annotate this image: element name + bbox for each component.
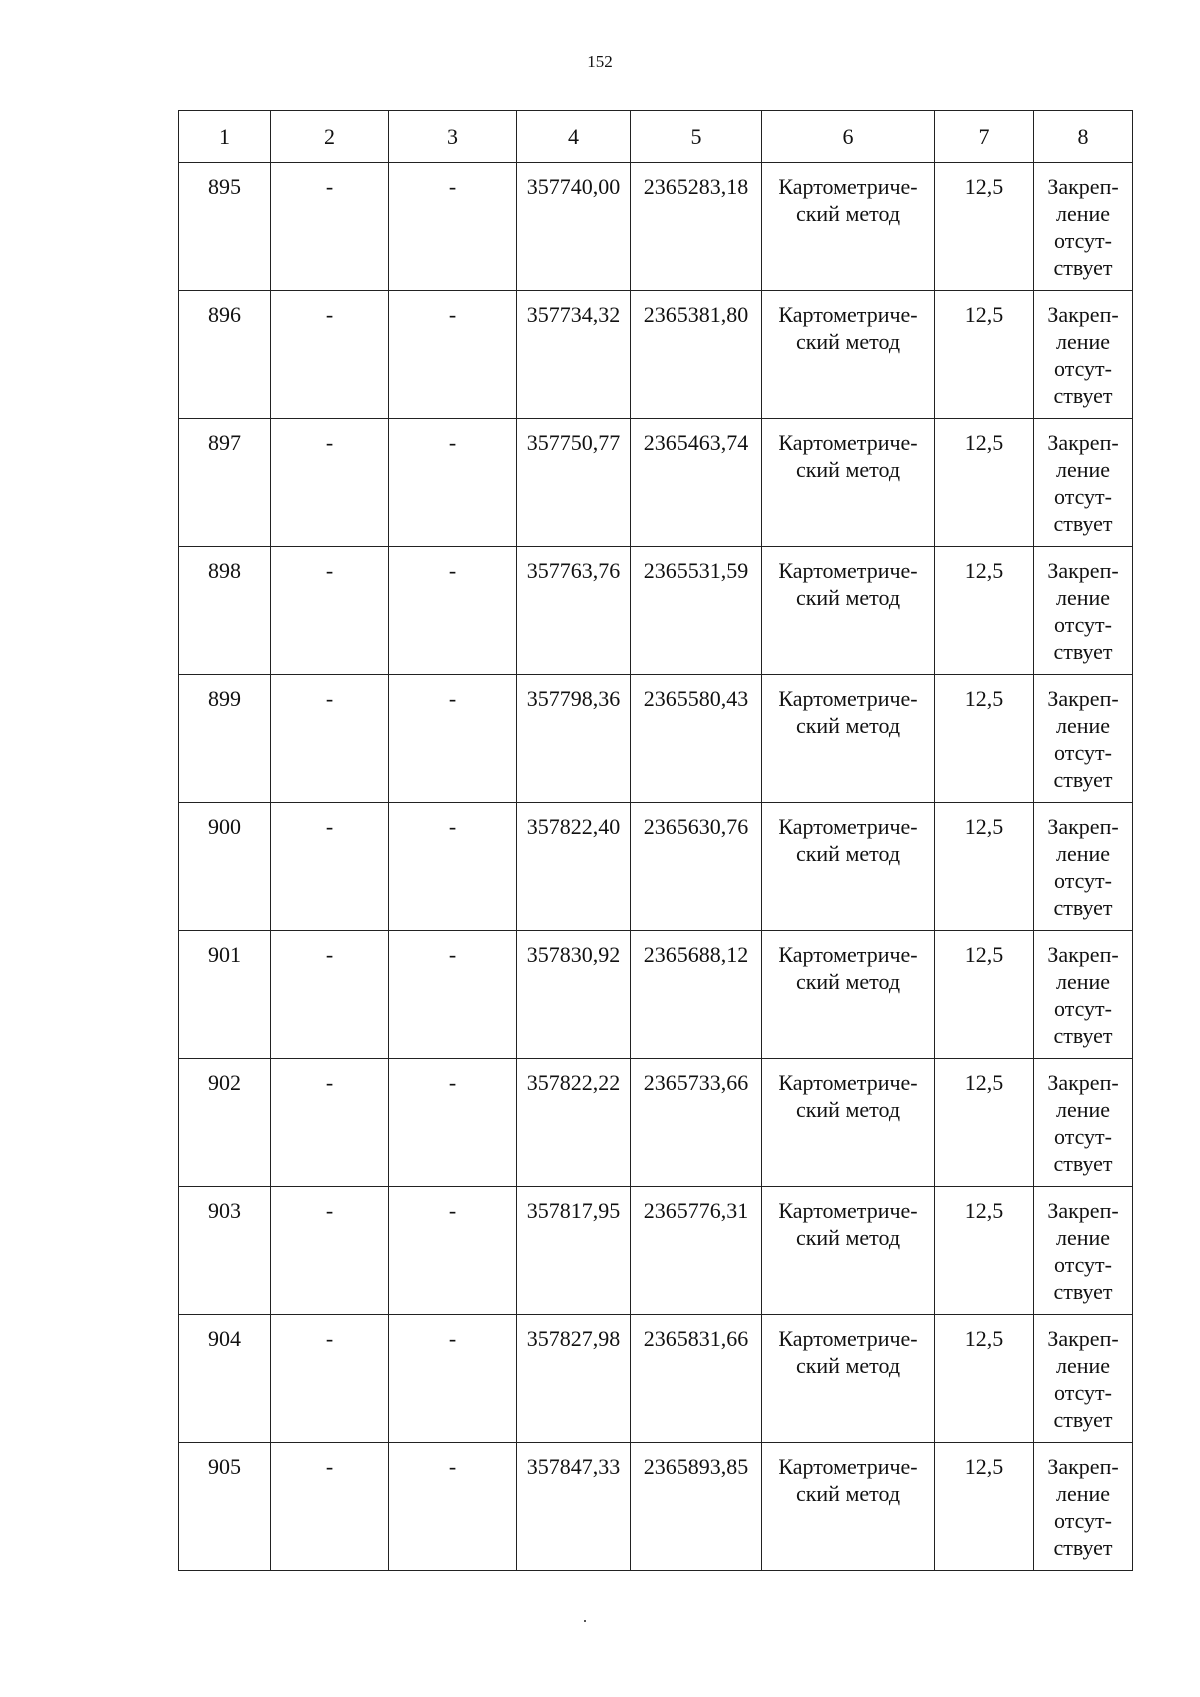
x-coordinate-cell: 357798,36 (517, 675, 631, 803)
table-row (179, 1059, 1133, 1187)
col3-cell: - (389, 1059, 517, 1187)
method-line: ский метод (795, 841, 901, 866)
fixation-line: ствует (1053, 511, 1113, 536)
method-cell (762, 1443, 935, 1571)
table-header-row (179, 111, 1133, 163)
x-coordinate-cell: 357763,76 (517, 547, 631, 675)
fixation-line: Закреп- (1047, 1454, 1119, 1479)
accuracy-cell: 12,5 (935, 547, 1034, 675)
method-cell (762, 547, 935, 675)
accuracy-cell: 12,5 (935, 1059, 1034, 1187)
point-number-cell: 896 (179, 291, 271, 419)
col3-cell: - (389, 291, 517, 419)
method-cell (762, 419, 935, 547)
accuracy-cell: 12,5 (935, 163, 1034, 291)
method-line: Картометриче- (778, 942, 918, 967)
y-coordinate-cell: 2365531,59 (631, 547, 762, 675)
column-header: 4 (517, 111, 631, 163)
table-row (179, 1187, 1133, 1315)
method-line: ский метод (795, 1097, 901, 1122)
point-number-cell: 895 (179, 163, 271, 291)
fixation-line: ствует (1053, 1535, 1113, 1560)
col2-cell: - (271, 419, 389, 547)
column-header: 8 (1034, 111, 1133, 163)
point-number-cell: 901 (179, 931, 271, 1059)
x-coordinate-cell: 357750,77 (517, 419, 631, 547)
fixation-line: ление (1055, 1353, 1111, 1378)
method-cell (762, 931, 935, 1059)
col2-cell: - (271, 931, 389, 1059)
y-coordinate-cell: 2365688,12 (631, 931, 762, 1059)
fixation-line: ствует (1053, 767, 1113, 792)
method-line: ский метод (795, 329, 901, 354)
method-line: ский метод (795, 1225, 901, 1250)
x-coordinate-cell: 357734,32 (517, 291, 631, 419)
page-number: 152 (587, 52, 613, 71)
fixation-line: ление (1055, 841, 1111, 866)
fixation-line: отсут- (1053, 1252, 1112, 1277)
fixation-line: Закреп- (1047, 686, 1119, 711)
col3-cell: - (389, 163, 517, 291)
table-row (179, 675, 1133, 803)
col2-cell: - (271, 1315, 389, 1443)
fixation-line: Закреп- (1047, 942, 1119, 967)
scan-speck (584, 1620, 586, 1622)
fixation-line: ствует (1053, 895, 1113, 920)
accuracy-cell: 12,5 (935, 931, 1034, 1059)
point-number-cell: 903 (179, 1187, 271, 1315)
accuracy-cell: 12,5 (935, 1187, 1034, 1315)
method-cell (762, 675, 935, 803)
fixation-line: ствует (1053, 1407, 1113, 1432)
point-number-cell: 904 (179, 1315, 271, 1443)
method-line: Картометриче- (778, 302, 918, 327)
col2-cell: - (271, 1443, 389, 1571)
fixation-cell (1034, 419, 1133, 547)
col3-cell: - (389, 1443, 517, 1571)
method-line: ский метод (795, 201, 901, 226)
y-coordinate-cell: 2365463,74 (631, 419, 762, 547)
table-row (179, 547, 1133, 675)
fixation-line: ствует (1053, 1279, 1113, 1304)
table-row (179, 803, 1133, 931)
point-number-cell: 899 (179, 675, 271, 803)
fixation-line: Закреп- (1047, 1198, 1119, 1223)
fixation-line: Закреп- (1047, 814, 1119, 839)
fixation-line: ление (1055, 969, 1111, 994)
y-coordinate-cell: 2365580,43 (631, 675, 762, 803)
fixation-cell (1034, 547, 1133, 675)
column-header: 7 (935, 111, 1034, 163)
x-coordinate-cell: 357817,95 (517, 1187, 631, 1315)
col2-cell: - (271, 163, 389, 291)
fixation-cell (1034, 675, 1133, 803)
fixation-line: ствует (1053, 1023, 1113, 1048)
accuracy-cell: 12,5 (935, 675, 1034, 803)
fixation-cell (1034, 803, 1133, 931)
accuracy-cell: 12,5 (935, 291, 1034, 419)
fixation-line: ление (1055, 1097, 1111, 1122)
table-row (179, 931, 1133, 1059)
method-cell (762, 291, 935, 419)
col2-cell: - (271, 547, 389, 675)
fixation-line: Закреп- (1047, 1070, 1119, 1095)
method-line: ский метод (795, 457, 901, 482)
method-line: Картометриче- (778, 174, 918, 199)
method-line: Картометриче- (778, 1326, 918, 1351)
fixation-line: отсут- (1053, 1380, 1112, 1405)
method-line: Картометриче- (778, 814, 918, 839)
column-header: 1 (179, 111, 271, 163)
method-cell (762, 1315, 935, 1443)
method-cell (762, 1187, 935, 1315)
fixation-line: Закреп- (1047, 430, 1119, 455)
col3-cell: - (389, 675, 517, 803)
method-line: ский метод (795, 1481, 901, 1506)
fixation-line: отсут- (1053, 868, 1112, 893)
y-coordinate-cell: 2365776,31 (631, 1187, 762, 1315)
accuracy-cell: 12,5 (935, 803, 1034, 931)
column-header: 5 (631, 111, 762, 163)
y-coordinate-cell: 2365381,80 (631, 291, 762, 419)
fixation-line: ление (1055, 713, 1111, 738)
fixation-cell (1034, 1443, 1133, 1571)
point-number-cell: 900 (179, 803, 271, 931)
table-row (179, 1315, 1133, 1443)
fixation-line: Закреп- (1047, 1326, 1119, 1351)
x-coordinate-cell: 357827,98 (517, 1315, 631, 1443)
x-coordinate-cell: 357847,33 (517, 1443, 631, 1571)
fixation-line: отсут- (1053, 996, 1112, 1021)
y-coordinate-cell: 2365831,66 (631, 1315, 762, 1443)
table-row (179, 419, 1133, 547)
point-number-cell: 898 (179, 547, 271, 675)
fixation-line: Закреп- (1047, 174, 1119, 199)
point-number-cell: 902 (179, 1059, 271, 1187)
fixation-line: Закреп- (1047, 558, 1119, 583)
method-line: Картометриче- (778, 1198, 918, 1223)
fixation-line: ление (1055, 1225, 1111, 1250)
accuracy-cell: 12,5 (935, 1443, 1034, 1571)
col3-cell: - (389, 1315, 517, 1443)
fixation-cell (1034, 291, 1133, 419)
method-line: Картометриче- (778, 430, 918, 455)
fixation-line: ление (1055, 585, 1111, 610)
accuracy-cell: 12,5 (935, 1315, 1034, 1443)
fixation-line: отсут- (1053, 1508, 1112, 1533)
y-coordinate-cell: 2365283,18 (631, 163, 762, 291)
fixation-line: отсут- (1053, 228, 1112, 253)
fixation-line: Закреп- (1047, 302, 1119, 327)
table-row (179, 163, 1133, 291)
point-number-cell: 897 (179, 419, 271, 547)
fixation-line: ствует (1053, 255, 1113, 280)
x-coordinate-cell: 357830,92 (517, 931, 631, 1059)
col2-cell: - (271, 1059, 389, 1187)
col3-cell: - (389, 931, 517, 1059)
fixation-line: ствует (1053, 383, 1113, 408)
col2-cell: - (271, 675, 389, 803)
method-line: Картометриче- (778, 1070, 918, 1095)
fixation-line: ление (1055, 329, 1111, 354)
y-coordinate-cell: 2365893,85 (631, 1443, 762, 1571)
column-header: 2 (271, 111, 389, 163)
fixation-line: отсут- (1053, 612, 1112, 637)
method-line: ский метод (795, 713, 901, 738)
fixation-cell (1034, 1187, 1133, 1315)
fixation-line: отсут- (1053, 1124, 1112, 1149)
x-coordinate-cell: 357822,40 (517, 803, 631, 931)
col2-cell: - (271, 291, 389, 419)
col2-cell: - (271, 803, 389, 931)
y-coordinate-cell: 2365630,76 (631, 803, 762, 931)
table-row (179, 1443, 1133, 1571)
method-line: Картометриче- (778, 686, 918, 711)
fixation-cell (1034, 1315, 1133, 1443)
x-coordinate-cell: 357822,22 (517, 1059, 631, 1187)
col3-cell: - (389, 547, 517, 675)
fixation-line: отсут- (1053, 356, 1112, 381)
fixation-cell (1034, 931, 1133, 1059)
fixation-line: ление (1055, 1481, 1111, 1506)
col3-cell: - (389, 419, 517, 547)
fixation-line: ление (1055, 201, 1111, 226)
fixation-cell (1034, 163, 1133, 291)
table-row (179, 291, 1133, 419)
col3-cell: - (389, 1187, 517, 1315)
y-coordinate-cell: 2365733,66 (631, 1059, 762, 1187)
method-cell (762, 803, 935, 931)
column-header: 6 (762, 111, 935, 163)
col3-cell: - (389, 803, 517, 931)
fixation-line: отсут- (1053, 740, 1112, 765)
point-number-cell: 905 (179, 1443, 271, 1571)
accuracy-cell: 12,5 (935, 419, 1034, 547)
coordinates-table (178, 110, 1133, 1571)
x-coordinate-cell: 357740,00 (517, 163, 631, 291)
fixation-line: ление (1055, 457, 1111, 482)
fixation-line: отсут- (1053, 484, 1112, 509)
method-line: Картометриче- (778, 558, 918, 583)
col2-cell: - (271, 1187, 389, 1315)
fixation-line: ствует (1053, 639, 1113, 664)
fixation-line: ствует (1053, 1151, 1113, 1176)
method-line: ский метод (795, 585, 901, 610)
fixation-cell (1034, 1059, 1133, 1187)
column-header: 3 (389, 111, 517, 163)
method-line: Картометриче- (778, 1454, 918, 1479)
method-line: ский метод (795, 1353, 901, 1378)
method-line: ский метод (795, 969, 901, 994)
method-cell (762, 163, 935, 291)
method-cell (762, 1059, 935, 1187)
